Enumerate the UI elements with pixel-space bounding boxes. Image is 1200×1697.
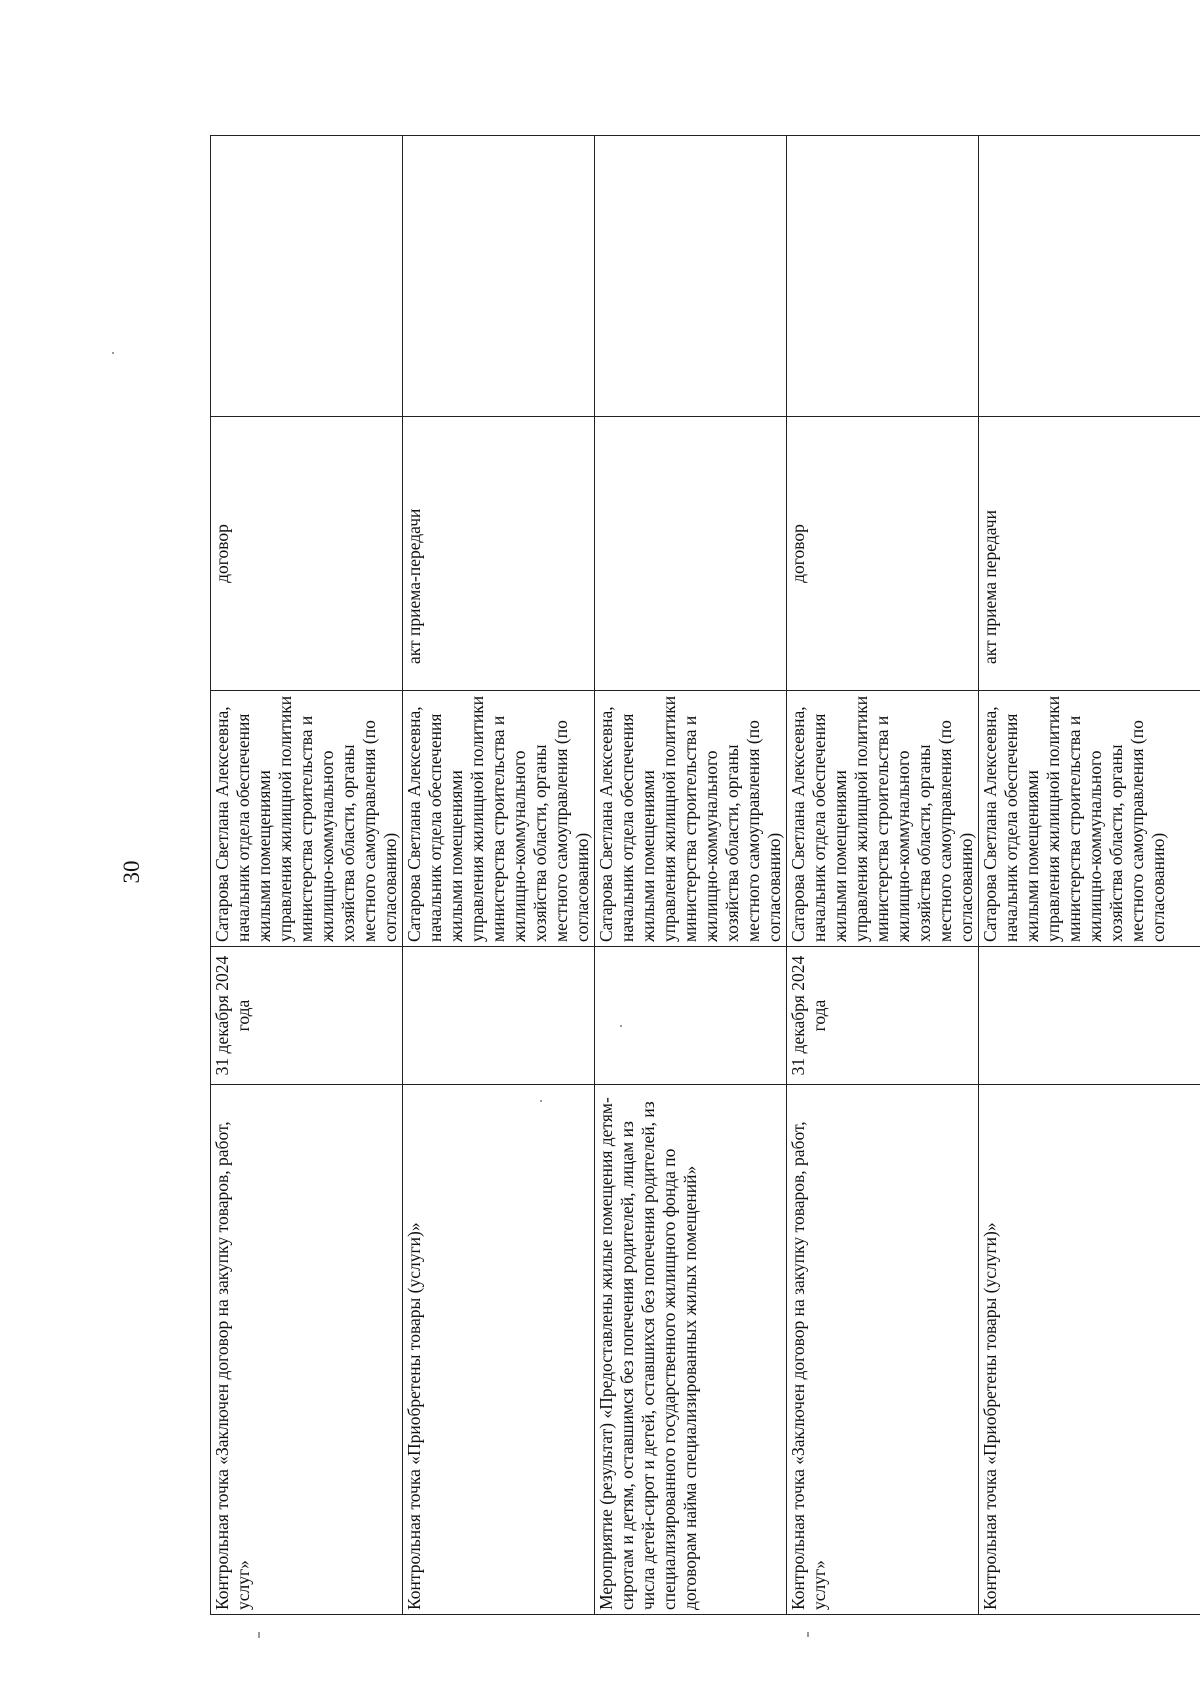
table-row (979, 136, 1200, 1615)
cell-extra (211, 136, 403, 417)
scan-speck (620, 1025, 622, 1027)
cell-date (403, 947, 595, 1085)
cell-extra (979, 136, 1200, 417)
cell-responsible: Сатарова Светлана Алексеевна, начальник отдела обеспечения жилыми помещениями управления жилищной политики министерства строительства и жилищно-коммунального хозяйства области, органы местного самоуправления (по согласованию) (787, 691, 979, 947)
cell-responsible: Сатарова Светлана Алексеевна, начальник отдела обеспечения жилыми помещениями управления жилищной политики министерства строительства и жилищно-коммунального хозяйства области, органы местного самоуправления (по согласованию) (403, 691, 595, 947)
control-points-table (210, 135, 1200, 1615)
table-row (595, 136, 787, 1615)
scan-speck (807, 1632, 809, 1637)
cell-document: договор (211, 417, 403, 691)
cell-responsible: Сатарова Светлана Алексеевна, начальник отдела обеспечения жилыми помещениями управления жилищной политики министерства строительства и жилищно-коммунального хозяйства области, органы местного самоуправления (по согласованию) (979, 691, 1200, 947)
cell-extra (787, 136, 979, 417)
cell-document (595, 417, 787, 691)
cell-name: Контрольная точка «Приобретены товары (услуги)» (979, 1085, 1200, 1615)
cell-document: договор (787, 417, 979, 691)
table-row (211, 136, 403, 1615)
cell-name: Контрольная точка «Заключен договор на закупку товаров, работ, услуг» (211, 1085, 403, 1615)
cell-responsible: Сатарова Светлана Алексеевна, начальник отдела обеспечения жилыми помещениями управления жилищной политики министерства строительства и жилищно-коммунального хозяйства области, органы местного самоуправления (по согласованию) (211, 691, 403, 947)
cell-extra (403, 136, 595, 417)
scan-speck (112, 352, 114, 354)
cell-extra (595, 136, 787, 417)
cell-name: Контрольная точка «Заключен договор на закупку товаров, работ, услуг» (787, 1085, 979, 1615)
cell-responsible: Сатарова Светлана Алексеевна, начальник отдела обеспечения жилыми помещениями управления жилищной политики министерства строительства и жилищно-коммунального хозяйства области, органы местного самоуправления (по согласованию) (595, 691, 787, 947)
cell-date (595, 947, 787, 1085)
table-row (787, 136, 979, 1615)
cell-name: Мероприятие (результат) «Предоставлены жилые помещения детям-сиротам и детям, оставшимся без попечения родителей, лицам из числа детей-сирот и детей, оставшихся без попечения родителей, из специализированного государственного жилищного фонда по договорам найма специализированных жилых помещений» (595, 1085, 787, 1615)
cell-name: Контрольная точка «Приобретены товары (услуги)» (403, 1085, 595, 1615)
scan-speck (540, 1100, 542, 1102)
table-row (403, 136, 595, 1615)
cell-document: акт приема-передачи (403, 417, 595, 691)
page-number: 30 (119, 860, 144, 884)
cell-document: акт приема передачи (979, 417, 1200, 691)
cell-date: 31 декабря 2024 года (211, 947, 403, 1085)
rotated-table-wrapper (210, 136, 1168, 1615)
cell-date (979, 947, 1200, 1085)
cell-date: 31 декабря 2024 года (787, 947, 979, 1085)
scan-speck (258, 1632, 260, 1638)
